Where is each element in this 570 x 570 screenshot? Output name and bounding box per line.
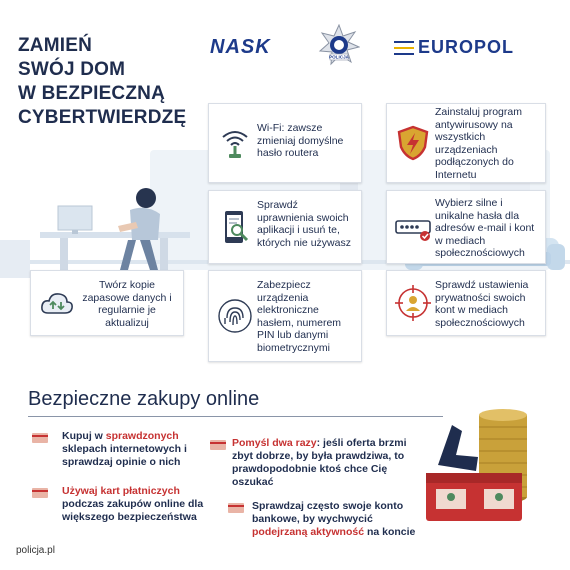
tip-card-antivirus: [386, 103, 546, 183]
shopping-heading-divider: [28, 416, 443, 417]
title-line-3: W BEZPIECZNĄ: [18, 83, 166, 104]
title-line-1: ZAMIEŃ: [18, 35, 93, 56]
tip-part: Kupuj w: [62, 430, 106, 442]
tip-highlight: Pomyśl dwa razy: [232, 437, 317, 449]
shopping-tip-payment-cards: [62, 485, 212, 524]
password-field-icon: [395, 209, 431, 245]
tip-text: Wybierz silne i unikalne hasła dla adresów e-mail i kont w mediach społecznościowych: [435, 197, 535, 259]
title-line-4: CYBERTWIERDZĘ: [18, 107, 187, 128]
tip-highlight: Używaj kart płatniczych: [62, 485, 180, 497]
tip-text: Zainstaluj program antywirusowy na wszystkich urządzeniach podłączonych do Internetu: [435, 106, 522, 181]
europol-logo: [394, 37, 514, 58]
tip-text: Sprawdź ustawienia prywatności swoich kont w mediach społecznościowych: [435, 279, 529, 329]
policja-badge-text: POLICJA: [329, 54, 349, 60]
credit-card-icon: [32, 488, 48, 498]
shopping-tip-trusted-shops: [62, 430, 202, 469]
tip-part: Sprawdzaj często swoje konto bankowe, by wychwycić: [252, 500, 404, 525]
tip-highlight: podejrzaną aktywność: [252, 526, 365, 538]
tip-card-strong-passwords: [386, 190, 546, 264]
credit-card-icon: [32, 433, 48, 443]
shopping-tip-think-twice: [232, 437, 417, 489]
shopping-heading: Bezpieczne zakupy online: [28, 388, 260, 410]
credit-card-icon: [210, 440, 226, 450]
credit-card-icon: [228, 503, 244, 513]
wallet-icon: [426, 473, 522, 521]
tip-highlight: sprawdzonych: [105, 430, 179, 442]
europol-stripes-icon: [394, 41, 414, 55]
tip-part: podczas zakupów online dla większego bezpieczeństwa: [62, 498, 204, 523]
phone-magnifier-icon: [217, 209, 253, 245]
policja-badge-logo: [318, 24, 360, 66]
tip-part: : jeśli oferta brzmi zbyt dobrze, by była prawdziwa, to prawdopodobnie ktoś chce Cię oszukać: [232, 437, 407, 488]
privacy-target-icon: [395, 285, 431, 321]
tip-text: Zabezpiecz urządzenia elektroniczne hasłem, numerem PIN lub danymi biometrycznymi: [257, 279, 342, 354]
tip-part: sklepach internetowych i sprawdzaj opinie o nich: [62, 443, 187, 468]
hand-icon: [438, 425, 478, 471]
tip-text: Wi-Fi: zawsze zmieniaj domyślne hasło routera: [257, 122, 344, 159]
tip-card-privacy: [386, 270, 546, 336]
cloud-backup-icon: [39, 285, 75, 321]
tip-card-backups: [30, 270, 184, 336]
europol-logo-text: EUROPOL: [418, 37, 515, 57]
tip-card-device-lock: [208, 270, 362, 362]
tip-part: na koncie: [364, 526, 416, 538]
fingerprint-icon: [217, 298, 253, 334]
shopping-tip-check-account: [252, 500, 417, 539]
tip-card-wifi: [208, 103, 362, 183]
coins-wallet-illustration: [418, 395, 553, 530]
nask-logo: NASK: [210, 36, 271, 58]
title-line-2: SWÓJ DOM: [18, 59, 126, 80]
main-title: [18, 34, 208, 130]
tip-card-app-permissions: [208, 190, 362, 264]
tip-text: Twórz kopie zapasowe danych i regularnie je aktualizuj: [82, 279, 172, 329]
wifi-router-icon: [217, 125, 253, 161]
antivirus-shield-icon: [395, 125, 431, 161]
source-watermark: policja.pl: [16, 545, 55, 556]
tip-text: Sprawdź uprawnienia swoich aplikacji i usuń te, których nie używasz: [257, 199, 351, 249]
